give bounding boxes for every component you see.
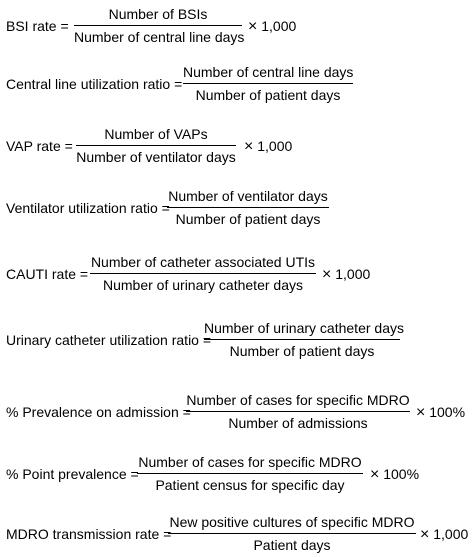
formula-point-prevalence <box>0 452 474 496</box>
formula-vap-rate <box>0 124 474 168</box>
formula-label: MDRO transmission rate = <box>6 526 172 542</box>
denominator: Number of admissions <box>228 415 368 431</box>
formula-label: Central line utilization ratio = <box>6 76 183 92</box>
formula-prevalence-on-admission <box>0 390 474 434</box>
denominator: Patient days <box>253 537 331 553</box>
fraction <box>74 4 245 48</box>
fraction <box>186 390 410 434</box>
fraction-bar <box>168 533 416 534</box>
formula-label: VAP rate = <box>6 138 73 154</box>
fraction-bar <box>90 273 316 274</box>
numerator: Number of ventilator days <box>168 188 328 204</box>
formula-label: CAUTI rate = <box>6 266 89 282</box>
formula-central-line-utilization <box>0 62 474 106</box>
fraction <box>76 124 236 168</box>
denominator: Number of ventilator days <box>76 149 236 165</box>
multiplier <box>420 525 468 544</box>
formula-urinary-catheter-utilization <box>0 318 474 362</box>
fraction-bar <box>137 473 363 474</box>
formula-cauti-rate <box>0 252 474 296</box>
multiplier-value: 1,000 <box>261 18 297 34</box>
fraction-bar <box>76 145 236 146</box>
numerator: Number of cases for specific MDRO <box>138 454 362 470</box>
fraction <box>90 252 316 296</box>
numerator: New positive cultures of specific MDRO <box>169 514 415 530</box>
multiplier-value: 1,000 <box>433 526 469 542</box>
denominator: Number of patient days <box>195 87 341 103</box>
multiplier-value: 100% <box>383 466 420 482</box>
multiplier <box>370 465 419 484</box>
multiplier <box>248 17 296 36</box>
numerator: Number of VAPs <box>104 126 208 142</box>
numerator: Number of urinary catheter days <box>204 320 404 336</box>
numerator: Number of cases for specific MDRO <box>186 392 410 408</box>
denominator: Number of patient days <box>175 211 321 227</box>
times-icon: × <box>244 138 254 155</box>
fraction-bar <box>74 25 242 26</box>
times-icon: × <box>370 466 380 483</box>
times-icon: × <box>322 266 332 283</box>
multiplier-value: 1,000 <box>335 266 371 282</box>
multiplier-value: 100% <box>429 404 466 420</box>
denominator: Number of central line days <box>74 29 245 45</box>
denominator: Number of urinary catheter days <box>103 277 303 293</box>
multiplier <box>322 265 370 284</box>
formula-label: Ventilator utilization ratio = <box>6 200 170 216</box>
fraction-bar <box>186 411 410 412</box>
multiplier <box>244 137 292 156</box>
fraction-bar <box>204 339 400 340</box>
formula-label: % Point prevalence = <box>6 466 139 482</box>
fraction-bar <box>183 83 353 84</box>
times-icon: × <box>416 404 426 421</box>
formula-label: BSI rate = <box>6 18 69 34</box>
multiplier <box>416 403 465 422</box>
formula-bsi-rate <box>0 4 474 48</box>
fraction <box>137 452 363 496</box>
numerator: Number of central line days <box>183 64 354 80</box>
formula-label: % Prevalence on admission = <box>6 404 191 420</box>
numerator: Number of catheter associated UTIs <box>90 254 316 270</box>
formula-ventilator-utilization <box>0 186 474 230</box>
fraction-bar <box>167 207 329 208</box>
times-icon: × <box>420 526 430 543</box>
fraction <box>167 186 329 230</box>
fraction <box>204 318 404 362</box>
multiplier-value: 1,000 <box>257 138 293 154</box>
times-icon: × <box>248 18 258 35</box>
fraction <box>168 512 416 556</box>
denominator: Number of patient days <box>229 343 375 359</box>
denominator: Patient census for specific day <box>155 477 345 493</box>
formula-label: Urinary catheter utilization ratio = <box>6 332 212 348</box>
formula-mdro-transmission-rate <box>0 512 474 556</box>
numerator: Number of BSIs <box>108 6 208 22</box>
fraction <box>183 62 353 106</box>
